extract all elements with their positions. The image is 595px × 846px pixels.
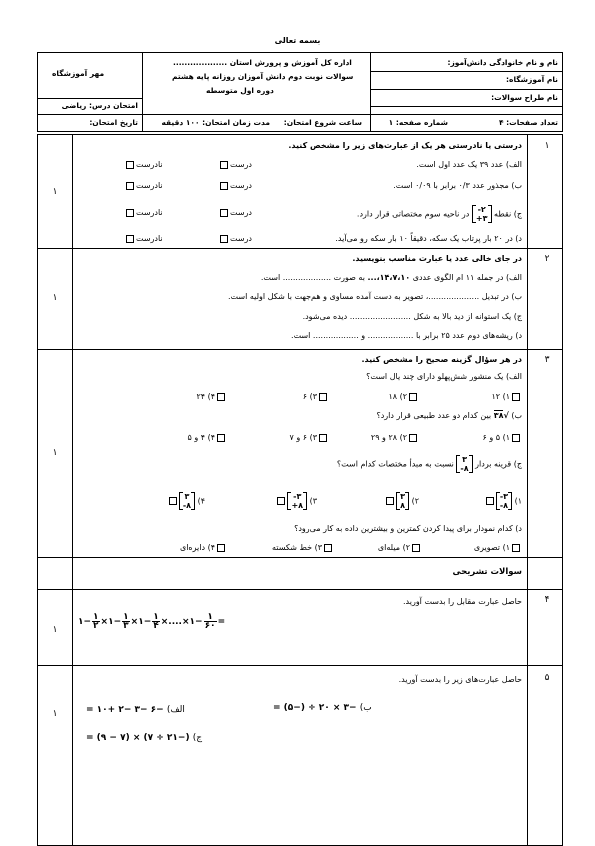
choice-option[interactable]: ۱) ۵ و ۶ bbox=[482, 433, 522, 442]
checkbox[interactable] bbox=[512, 434, 520, 442]
true-option[interactable]: درست bbox=[218, 181, 252, 190]
choice-option[interactable]: ۳) ۶ و ۷ bbox=[289, 433, 329, 442]
square-root: √۳۸ bbox=[493, 411, 509, 420]
question-score: ۱ bbox=[52, 293, 58, 303]
duration-label: مدت زمان امتحان: ۱۰۰ دقیقه bbox=[161, 118, 270, 127]
checkbox[interactable] bbox=[512, 393, 520, 401]
q1-point-matrix bbox=[472, 205, 492, 223]
start-time-label: ساعت شروع امتحان: bbox=[283, 118, 362, 127]
false-option[interactable]: نادرست bbox=[124, 160, 163, 169]
q5-prompt: حاصل عبارت‌های زیر را بدست آورید. bbox=[398, 675, 522, 684]
checkbox[interactable] bbox=[126, 182, 134, 190]
true-option[interactable]: درست bbox=[218, 234, 252, 243]
checkbox[interactable] bbox=[324, 544, 332, 552]
false-option[interactable]: نادرست bbox=[124, 208, 163, 217]
question-score: ۱ bbox=[52, 187, 58, 197]
choice-option[interactable]: ۲) ۱۸ bbox=[388, 392, 419, 401]
subject-label: امتحان درس: ریاضی bbox=[61, 101, 138, 110]
q2-blank-d: د) ریشه‌های دوم عدد ۲۵ برابر با .................. و .................. است. bbox=[291, 331, 522, 340]
checkbox[interactable] bbox=[126, 209, 134, 217]
essay-section-title: سوالات تشریحی bbox=[452, 567, 522, 577]
q4-prompt: حاصل عبارت مقابل را بدست آورید. bbox=[402, 597, 522, 606]
checkbox[interactable] bbox=[126, 161, 134, 169]
choice-option[interactable]: ۲) میله‌ای bbox=[378, 543, 422, 552]
q3-question-c: ج) قرینه بردار ۳ ۸- نسبت به مبدأ مختصات کدام است؟ bbox=[336, 455, 522, 473]
choice-option[interactable]: ۴) ۲۴ bbox=[196, 392, 227, 401]
question-score: ۱ bbox=[52, 709, 58, 719]
q5-expression-b: = (۵−) ÷ ۲۰ × ۳− (ب bbox=[273, 703, 372, 713]
true-option[interactable]: درست bbox=[218, 208, 252, 217]
checkbox[interactable] bbox=[169, 497, 177, 505]
choice-option[interactable]: ۳) خط شکسته bbox=[272, 543, 334, 552]
checkbox[interactable] bbox=[277, 497, 285, 505]
q3-title: در هر سؤال گزینه صحیح را مشخص کنید. bbox=[361, 355, 522, 364]
exam-title: سوالات نوبت دوم دانش آموزان روزانه پایه هشتم bbox=[172, 72, 354, 81]
q1-c-prefix: ج) نقطه bbox=[494, 209, 522, 219]
q1-statement-c bbox=[357, 205, 522, 223]
question-number: ۵ bbox=[544, 673, 550, 683]
q1-title: درستی یا نادرستی هر یک از عبارت‌های زیر را مشخص کنید. bbox=[288, 141, 522, 150]
q3-question-b: ب) √۳۸ بین کدام دو عدد طبیعی قرار دارد؟ bbox=[376, 411, 522, 420]
q4-expression: ۱− $\frac{۱}{۲}$ ×۱− $\frac{۱}{۳}$ ×۱− $\frac{۱}{۴}$ ×....×۱− $\frac{۱}{۶۰}$ = bbox=[78, 612, 226, 631]
checkbox[interactable] bbox=[217, 544, 225, 552]
number-sequence: ۱۴،۷،۱۰،... bbox=[367, 273, 411, 282]
exam-date-label: تاریخ امتحان: bbox=[89, 118, 138, 127]
checkbox[interactable] bbox=[319, 434, 327, 442]
choice-option[interactable]: ۱) ۳- ۸- bbox=[484, 492, 522, 510]
checkbox[interactable] bbox=[319, 393, 327, 401]
q1-statement-d: د) در ۲۰ بار پرتاب یک سکه، دقیقاً ۱۰ بار سکه رو می‌آید. bbox=[335, 234, 522, 243]
checkbox[interactable] bbox=[220, 182, 228, 190]
choice-option[interactable]: ۲) ۲۸ و ۲۹ bbox=[371, 433, 419, 442]
checkbox[interactable] bbox=[126, 235, 134, 243]
checkbox[interactable] bbox=[217, 393, 225, 401]
checkbox[interactable] bbox=[217, 434, 225, 442]
choice-option[interactable]: ۱) تصویری bbox=[474, 543, 522, 552]
checkbox[interactable] bbox=[412, 544, 420, 552]
checkbox[interactable] bbox=[512, 544, 520, 552]
checkbox[interactable] bbox=[386, 497, 394, 505]
q3-question-a: الف) یک منشور شش‌پهلو دارای چند یال است؟ bbox=[366, 372, 522, 381]
checkbox[interactable] bbox=[409, 434, 417, 442]
q5-expression-c: = (۹ − ۷) × (۷ ÷ ۲۱−) (ج bbox=[86, 733, 203, 743]
question-score: ۱ bbox=[52, 625, 58, 635]
true-option[interactable]: درست bbox=[218, 160, 252, 169]
page-number: شماره صفحه: ۱ bbox=[388, 118, 448, 127]
q3-question-d: د) کدام نمودار برای پیدا کردن کمترین و بیشترین داده به کار می‌رود؟ bbox=[294, 524, 522, 533]
matrix-top: ۲- bbox=[477, 205, 486, 214]
checkbox[interactable] bbox=[486, 497, 494, 505]
student-name-label: نام و نام خانوادگی دانش‌آموز: bbox=[447, 58, 558, 67]
school-name-label: نام آموزشگاه: bbox=[506, 75, 558, 84]
false-option[interactable]: نادرست bbox=[124, 181, 163, 190]
questions-table bbox=[37, 134, 563, 846]
vector-matrix: ۳ ۸- bbox=[456, 455, 472, 473]
q1-statement-a: الف) عدد ۳۹ یک عدد اول است. bbox=[416, 160, 522, 169]
q2-blank-b: ب) در تبدیل ....................، تصویر به دست آمده مساوی و هم‌جهت با شکل اولیه است. bbox=[228, 292, 522, 301]
choice-option[interactable]: ۱) ۱۲ bbox=[491, 392, 522, 401]
choice-option[interactable]: ۲) ۳ ۸ bbox=[384, 492, 419, 510]
bismillah: بسمه تعالی bbox=[274, 36, 321, 45]
q1-statement-b: ب) مجذور عدد ۰/۳ برابر با ۰/۰۹ است. bbox=[393, 181, 522, 190]
question-number: ۱ bbox=[544, 141, 550, 151]
choice-option[interactable]: ۴) ۳ ۸- bbox=[167, 492, 205, 510]
choice-option[interactable]: ۴) ۴ و ۵ bbox=[187, 433, 227, 442]
checkbox[interactable] bbox=[220, 235, 228, 243]
office-title: اداره کل آموزش و پرورش استان ................... bbox=[173, 58, 352, 67]
choice-option[interactable]: ۳) ۳- ۸+ bbox=[275, 492, 317, 510]
question-score: ۱ bbox=[52, 448, 58, 458]
checkbox[interactable] bbox=[220, 209, 228, 217]
question-number: ۲ bbox=[544, 254, 550, 264]
q2-title: در جای خالی عدد یا عبارت مناسب بنویسید. bbox=[352, 254, 522, 263]
q2-blank-c: ج) یک استوانه از دید بالا به شکل ........................ دیده می‌شود. bbox=[302, 312, 522, 321]
q2-blank-a: الف) در جمله ۱۱ ام الگوی عددی ۱۴،۷،۱۰،... به صورت ................... است. bbox=[260, 273, 522, 282]
question-number: ۳ bbox=[544, 355, 550, 365]
designer-label: نام طراح سوالات: bbox=[491, 93, 558, 102]
choice-option[interactable]: ۴) دایره‌ای bbox=[180, 543, 227, 552]
choice-option[interactable]: ۳) ۶ bbox=[303, 392, 329, 401]
matrix-bottom: ۳+ bbox=[475, 214, 488, 223]
q1-c-suffix: در ناحیه سوم مختصاتی قرار دارد. bbox=[356, 209, 470, 219]
pages-count: تعداد صفحات: ۴ bbox=[498, 118, 558, 127]
education-level: دوره اول متوسطه bbox=[206, 86, 274, 95]
question-number: ۴ bbox=[544, 595, 550, 605]
checkbox[interactable] bbox=[220, 161, 228, 169]
checkbox[interactable] bbox=[409, 393, 417, 401]
q5-expression-a: = ۱۰+ ۲− ۳− ۶− (الف bbox=[86, 705, 185, 715]
exam-header bbox=[37, 52, 563, 132]
false-option[interactable]: نادرست bbox=[124, 234, 163, 243]
school-seal: مهر آموزشگاه bbox=[52, 69, 105, 78]
